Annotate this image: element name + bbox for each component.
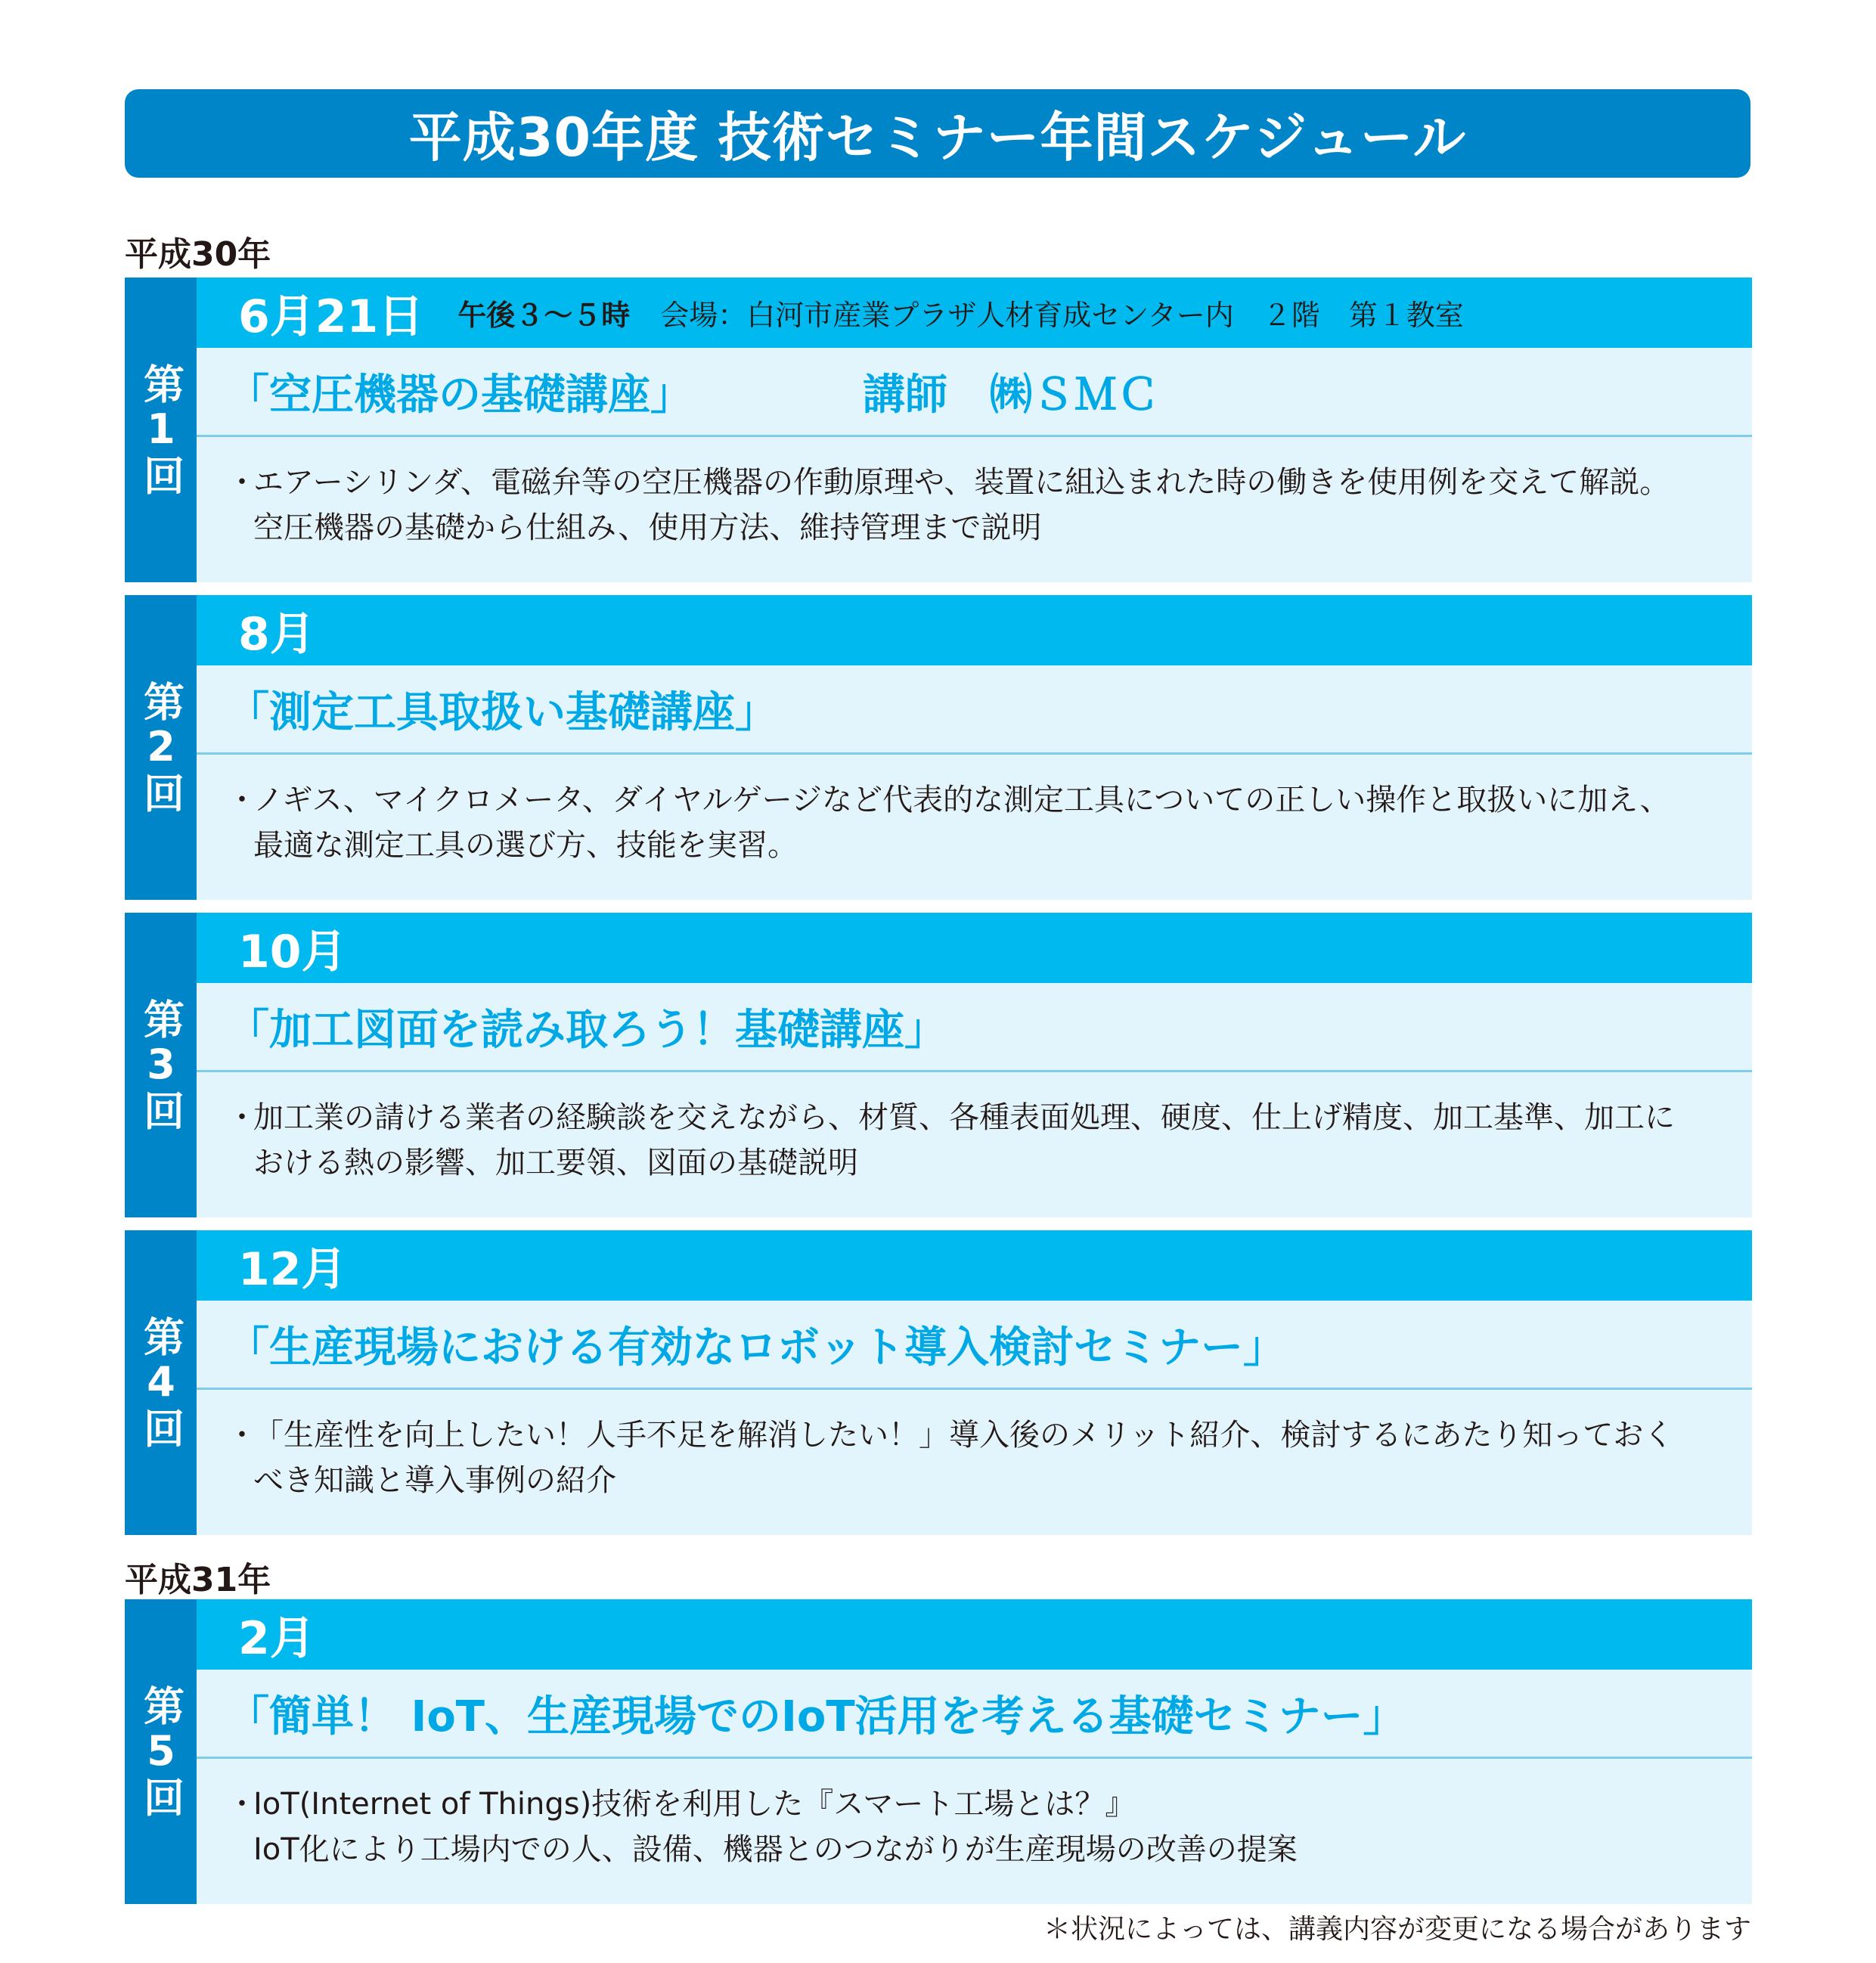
session-date-row	[197, 913, 1752, 983]
description-line-1: IoT(Internet of Things)技術を利用した『スマート工場とは？』	[253, 1787, 1136, 1822]
session-2	[125, 595, 1752, 900]
description-line-2: べき知識と導入事例の紹介	[253, 1463, 616, 1498]
lecturer: 講師 ㈱ＳＭＣ	[863, 370, 1159, 420]
course-title: 「空圧機器の基礎講座」	[227, 370, 693, 420]
session-number-tab	[125, 913, 197, 1217]
session-title-row	[197, 1670, 1752, 1759]
session-number: 第3回	[137, 998, 185, 1132]
session-number: 第4回	[137, 1316, 185, 1450]
session-time: 午後３～５時	[457, 299, 631, 332]
session-number-tab	[125, 595, 197, 900]
session-title-row	[197, 665, 1752, 755]
page-title-banner	[125, 89, 1750, 178]
description-line-2: おける熱の影響、加工要領、図面の基礎説明	[253, 1146, 858, 1180]
year-label-h30: 平成30年	[125, 235, 271, 274]
session-description	[197, 437, 1752, 582]
bullet: ・	[227, 783, 257, 817]
session-number-tab	[125, 1599, 197, 1904]
description-line-2: 最適な測定工具の選び方、技能を実習。	[253, 828, 798, 863]
footnote: ＊状況によっては、講義内容が変更になる場合があります	[1043, 1914, 1751, 1945]
year-label-h31: 平成31年	[125, 1561, 271, 1599]
page-title: 平成30年度 技術セミナー年間スケジュール	[408, 107, 1467, 169]
session-date: 2月	[238, 1611, 315, 1665]
session-3	[125, 913, 1752, 1217]
description-line-2: IoT化により工場内での人、設備、機器とのつながりが生産現場の改善の提案	[253, 1832, 1298, 1867]
session-venue: 会場：白河市産業プラザ人材育成センター内 ２階 第１教室	[660, 299, 1464, 332]
session-date-row	[197, 278, 1752, 348]
course-title: 「加工図面を読み取ろう！基礎講座」	[227, 1005, 947, 1055]
session-1	[125, 278, 1752, 582]
bullet: ・	[227, 1787, 257, 1822]
session-number: 第5回	[137, 1685, 185, 1819]
course-title: 「生産現場における有効なロボット導入検討セミナー」	[227, 1323, 1285, 1372]
bullet: ・	[227, 465, 257, 500]
course-title: 「簡単！ IoT、生産現場でのIoT活用を考える基礎セミナー」	[227, 1692, 1406, 1741]
description-line-1: 「生産性を向上したい！人手不足を解消したい！」導入後のメリット紹介、検討するにあたり知っておく	[253, 1418, 1674, 1453]
session-number-tab	[125, 278, 197, 582]
session-date-row	[197, 595, 1752, 665]
session-number: 第1回	[137, 363, 185, 497]
session-description	[197, 1759, 1752, 1904]
session-date: 10月	[238, 925, 347, 978]
session-title-row	[197, 983, 1752, 1072]
session-number-tab	[125, 1230, 197, 1535]
session-5	[125, 1599, 1752, 1904]
session-number: 第2回	[137, 681, 185, 814]
session-4	[125, 1230, 1752, 1535]
session-date-row	[197, 1599, 1752, 1670]
session-date: 6月21日	[238, 290, 424, 343]
bullet: ・	[227, 1100, 257, 1135]
description-line-1: ノギス、マイクロメータ、ダイヤルゲージなど代表的な測定工具についての正しい操作と取扱いに加え、	[253, 783, 1670, 817]
session-date: 8月	[238, 607, 315, 661]
description-line-2: 空圧機器の基礎から仕組み、使用方法、維持管理まで説明	[253, 510, 1042, 545]
course-title: 「測定工具取扱い基礎講座」	[227, 687, 777, 737]
description-line-1: 加工業の請ける業者の経験談を交えながら、材質、各種表面処理、硬度、仕上げ精度、加工基準、加工に	[253, 1100, 1675, 1135]
session-title-row	[197, 348, 1752, 437]
description-line-1: エアーシリンダ、電磁弁等の空圧機器の作動原理や、装置に組込まれた時の働きを使用例を交えて解説。	[253, 465, 1670, 500]
session-description	[197, 755, 1752, 900]
session-date: 12月	[238, 1242, 347, 1296]
session-description	[197, 1390, 1752, 1535]
session-description	[197, 1072, 1752, 1217]
session-title-row	[197, 1301, 1752, 1390]
bullet: ・	[227, 1418, 257, 1453]
session-date-row	[197, 1230, 1752, 1301]
